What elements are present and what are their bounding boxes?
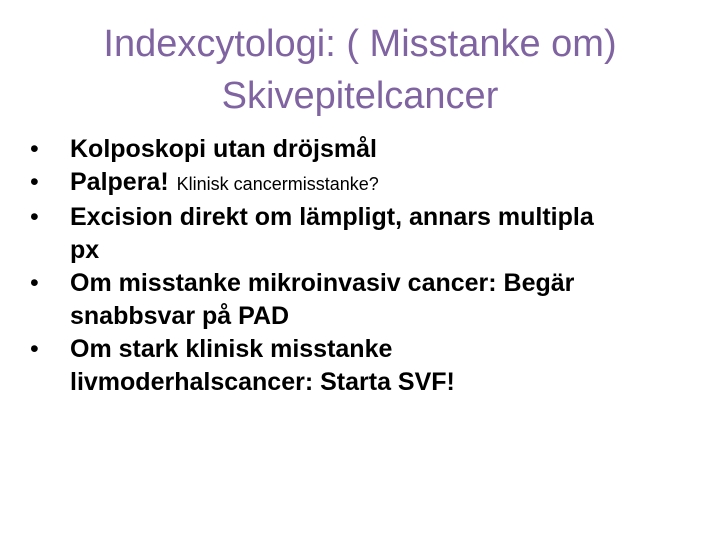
slide-title — [40, 18, 680, 122]
bullet-text-line-2: px — [70, 236, 100, 264]
title-line-2: Skivepitelcancer — [221, 75, 499, 117]
bullet-text: Palpera! — [70, 168, 169, 196]
bullet-item-svf — [30, 333, 680, 399]
bullet-icon: • — [30, 168, 39, 196]
bullet-item-mikroinvasiv — [30, 267, 680, 333]
bullet-item-kolposkopi — [30, 133, 680, 166]
bullet-note: Klinisk cancermisstanke? — [176, 174, 379, 194]
bullet-text-line-2: livmoderhalscancer: Starta SVF! — [70, 368, 455, 396]
bullet-text-line-2: snabbsvar på PAD — [70, 302, 290, 330]
title-line-1: Indexcytologi: ( Misstanke om) — [103, 23, 617, 65]
bullet-icon: • — [30, 269, 39, 297]
bullet-item-palpera — [30, 166, 680, 201]
bullet-text-line-1: Excision direkt om lämpligt, annars multipla — [70, 203, 594, 231]
bullet-icon: • — [30, 135, 39, 163]
bullet-text: Kolposkopi utan dröjsmål — [70, 135, 377, 163]
bullet-text-line-1: Om misstanke mikroinvasiv cancer: Begär — [70, 269, 575, 297]
bullet-text-line-1: Om stark klinisk misstanke — [70, 335, 393, 363]
bullet-icon: • — [30, 335, 39, 363]
bullet-item-excision — [30, 201, 680, 267]
bullet-icon: • — [30, 203, 39, 231]
bullet-list — [30, 133, 680, 399]
